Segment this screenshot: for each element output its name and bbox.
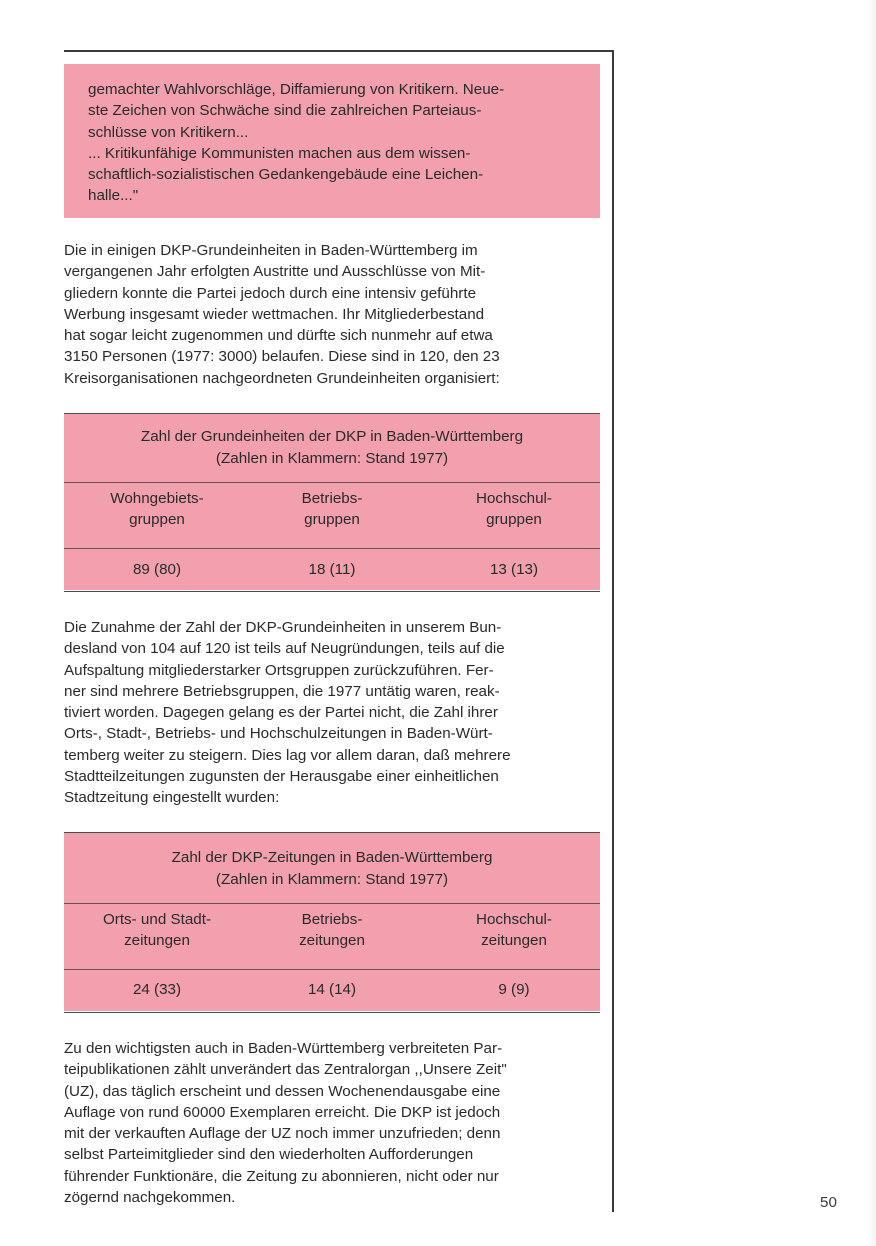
header-line: zeitungen [299,932,365,950]
header-line: zeitungen [481,932,547,950]
text-line: temberg weiter zu steigern. Dies lag vor allem daran, daß mehrere [64,746,511,764]
header-line: gruppen [129,511,185,529]
text-line: tiviert worden. Dagegen gelang es der Partei nicht, die Zahl ihrer [64,704,498,722]
table2-value-rule [64,969,600,970]
header-line: Wohngebiets- [110,490,204,507]
page-edge-shadow [868,0,876,1246]
table2-subtitle: (Zahlen in Klammern: Stand 1977) [215,871,449,888]
quote-line: halle..." [88,187,139,205]
text-line: vergangenen Jahr erfolgten Austritte und Ausschlüsse von Mit- [64,263,486,281]
paragraph-uz [64,1038,600,1208]
table2-header-betrieb [242,909,422,952]
text-line: (UZ), das täglich erscheint und dessen Wochenendausgabe eine [64,1082,501,1100]
table2-value-hochschul: 9 (9) [498,981,530,998]
table2-header-rule [64,903,600,904]
quote-box [64,64,600,218]
page-number: 50 [820,1194,837,1211]
table1-value-rule [64,548,600,549]
table1-bottom-rule [64,591,600,592]
text-line: Aufspaltung mitgliederstarker Ortsgruppen zurückzuführen. Fer- [64,661,494,679]
text-line: Orts-, Stadt-, Betriebs- und Hochschulzeitungen in Baden-Würt- [64,725,493,743]
text-line: Auflage von rund 60000 Exemplaren erreicht. Die DKP ist jedoch [64,1103,501,1121]
page-top-rule [64,50,614,52]
table-grundeinheiten [64,414,600,590]
table1-header-wohngebiet [67,488,247,531]
table1-value-wohngebiet: 89 (80) [132,561,182,578]
text-line: führender Funktionäre, die Zeitung zu abonnieren, nicht oder nur [64,1167,499,1185]
text-line: zögernd nachgekommen. [64,1189,236,1207]
header-line: Hochschul- [476,490,552,507]
table1-value-betrieb: 18 (11) [308,561,356,578]
paragraph-increase [64,617,600,809]
header-line: Betriebs- [301,490,363,507]
table1-header-betrieb [242,488,422,531]
text-line: teipublikationen zählt unverändert das Zentralorgan ,,Unsere Zeit" [64,1061,507,1079]
table-zeitungen [64,833,600,1011]
text-line: selbst Parteimitglieder sind den wiederholten Aufforderungen [64,1146,474,1164]
text-line: Stadtteilzeitungen zugunsten der Herausgabe einer einheitlichen [64,768,499,786]
header-line: Orts- und Stadt- [102,911,212,928]
table1-value-hochschul: 13 (13) [489,561,539,578]
text-line: Werbung insgesamt wieder wettmachen. Ihr Mitgliederbestand [64,305,485,323]
text-line: ner sind mehrere Betriebsgruppen, die 1977 untätig waren, reak- [64,682,500,700]
table1-title: Zahl der Grundeinheiten der DKP in Baden-Württemberg [140,428,524,445]
header-line: gruppen [486,511,542,529]
quote-line: schaftlich-sozialistischen Gedankengebäude eine Leichen- [88,166,484,184]
table1-header-hochschul [424,488,604,531]
header-line: Hochschul- [476,911,552,928]
text-line: mit der verkauften Auflage der UZ noch immer unzufrieden; denn [64,1125,501,1143]
paragraph-membership [64,240,600,389]
table2-header-orts [67,909,247,952]
header-line: gruppen [304,511,360,529]
text-line: Die in einigen DKP-Grundeinheiten in Baden-Württemberg im [64,242,478,259]
text-line: gliedern konnte die Partei jedoch durch eine intensiv geführte [64,284,477,302]
table2-value-orts: 24 (33) [132,981,182,998]
table2-value-betrieb: 14 (14) [307,981,357,998]
text-line: hat sogar leicht zugenommen und dürfte sich nunmehr auf etwa [64,327,493,345]
text-line: Stadtzeitung eingestellt wurden: [64,789,280,807]
quote-line: gemachter Wahlvorschläge, Diffamierung von Kritikern. Neue- [88,81,505,98]
text-line: desland von 104 auf 120 ist teils auf Neugründungen, teils auf die [64,640,505,658]
header-line: zeitungen [124,932,190,950]
table2-header-hochschul [424,909,604,952]
text-line: Kreisorganisationen nachgeordneten Grundeinheiten organisiert: [64,369,500,387]
text-line: Zu den wichtigsten auch in Baden-Württemberg verbreiteten Par- [64,1040,503,1057]
text-line: 3150 Personen (1977: 3000) belaufen. Diese sind in 120, den 23 [64,348,500,366]
table2-bottom-rule [64,1012,600,1013]
page-right-rule [612,50,614,1212]
table1-subtitle: (Zahlen in Klammern: Stand 1977) [215,450,449,467]
table2-title: Zahl der DKP-Zeitungen in Baden-Württemberg [171,849,493,866]
text-line: Die Zunahme der Zahl der DKP-Grundeinheiten in unserem Bun- [64,619,502,636]
table1-header-rule [64,482,600,483]
quote-line: ... Kritikunfähige Kommunisten machen aus dem wissen- [88,144,471,162]
header-line: Betriebs- [301,911,363,928]
quote-line: schlüsse von Kritikern... [88,123,249,141]
quote-line: ste Zeichen von Schwäche sind die zahlreichen Parteiaus- [88,102,482,120]
